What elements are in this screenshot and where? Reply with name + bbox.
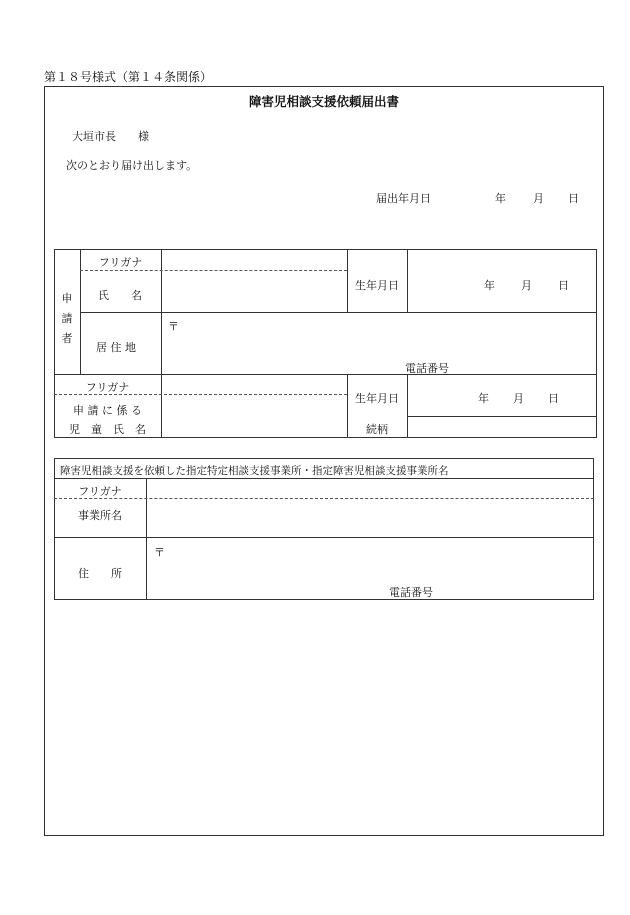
applicant-address-label: 居 住 地 <box>96 341 136 354</box>
notification-date-label: 届出年月日 <box>376 192 431 205</box>
child-relationship-label: 続柄 <box>366 423 388 436</box>
applicant-postal-mark: 〒 <box>168 320 179 333</box>
applicant-birth-day: 日 <box>558 279 569 292</box>
child-label-line1: 申 請 に 係 る <box>73 404 142 417</box>
office-postal-mark: 〒 <box>154 546 165 559</box>
notification-date-year: 年 <box>495 192 506 205</box>
child-label-line2: 児 童 氏 名 <box>69 423 146 436</box>
intro-text: 次のとおり届け出します。 <box>66 159 198 172</box>
applicant-name-label: 氏 名 <box>98 289 142 302</box>
child-birthdate-label: 生年月日 <box>355 392 399 405</box>
applicant-section-label: 申 請 者 <box>61 292 73 345</box>
addressee: 大垣市長 様 <box>72 130 149 143</box>
applicant-furigana-label: フリガナ <box>98 256 143 269</box>
applicant-birth-year: 年 <box>484 279 495 292</box>
office-name-label: 事業所名 <box>78 509 122 522</box>
applicant-phone-label: 電話番号 <box>405 362 449 375</box>
office-furigana-label: フリガナ <box>78 485 122 498</box>
notification-date-day: 日 <box>568 192 579 205</box>
form-title: 障害児相談支援依頼届出書 <box>248 94 399 109</box>
child-birth-day: 日 <box>548 392 559 405</box>
form-frame <box>44 86 604 836</box>
office-heading: 障害児相談支援を依頼した指定特定相談支援事業所・指定障害児相談支援事業所名 <box>60 465 449 477</box>
child-furigana-label: フリガナ <box>85 381 130 394</box>
applicant-birth-month: 月 <box>521 279 532 292</box>
notification-date-month: 月 <box>533 192 544 205</box>
office-address-label: 住 所 <box>78 567 122 580</box>
child-birth-month: 月 <box>513 392 524 405</box>
office-phone-label: 電話番号 <box>389 586 433 599</box>
form-number: 第１８号様式（第１４条関係） <box>44 70 213 84</box>
child-birth-year: 年 <box>478 392 489 405</box>
applicant-birthdate-label: 生年月日 <box>355 279 399 292</box>
